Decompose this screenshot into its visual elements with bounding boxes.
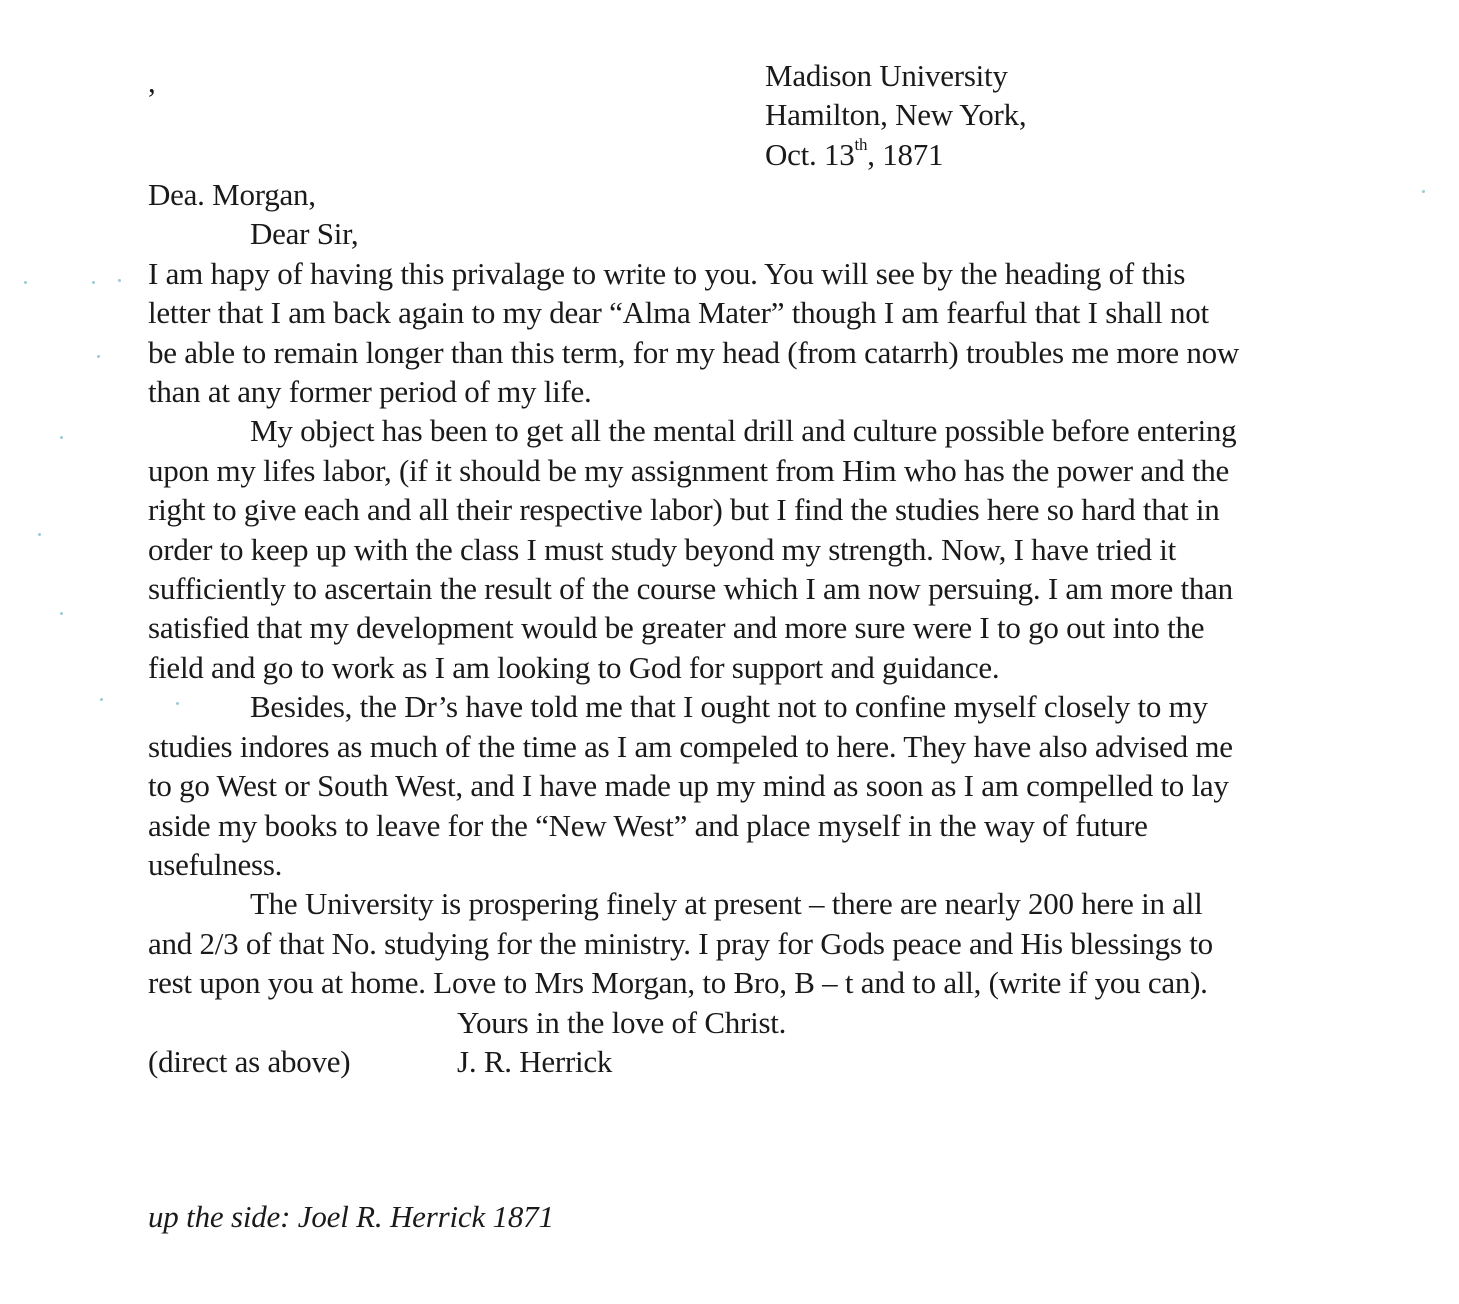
body-line: and 2/3 of that No. studying for the ministry. I pray for Gods peace and His blessings to xyxy=(148,925,1213,961)
stray-comma: , xyxy=(148,64,156,99)
body-line: to go West or South West, and I have made up my mind as soon as I am compelled to lay xyxy=(148,768,1229,804)
body-line: than at any former period of my life. xyxy=(148,374,592,410)
body-line: letter that I am back again to my dear “Alma Mater” though I am fearful that I shall not xyxy=(148,295,1209,331)
body-line: Besides, the Dr’s have told me that I ought not to confine myself closely to my xyxy=(250,689,1208,725)
body-line: order to keep up with the class I must study beyond my strength. Now, I have tried it xyxy=(148,531,1176,567)
scan-speck xyxy=(97,355,100,358)
scan-speck xyxy=(100,698,103,701)
salutation-greeting: Dear Sir, xyxy=(250,216,359,252)
body-line: right to give each and all their respective labor) but I find the studies here so hard that in xyxy=(148,492,1220,528)
scan-speck xyxy=(38,533,41,536)
heading-date-prefix: Oct. 13 xyxy=(765,136,855,172)
body-line: rest upon you at home. Love to Mrs Morgan, to Bro, B – t and to all, (write if you can). xyxy=(148,965,1208,1001)
letter-body xyxy=(148,175,1428,1081)
heading-date-suffix: , 1871 xyxy=(867,136,944,172)
letter-heading xyxy=(765,56,1026,174)
body-line: sufficiently to ascertain the result of the course which I am now persuing. I am more than xyxy=(148,571,1233,607)
body-lines xyxy=(148,254,1428,1003)
direction-note: (direct as above) xyxy=(148,1043,351,1079)
scan-speck xyxy=(92,281,95,284)
scan-speck xyxy=(24,281,27,284)
body-line: usefulness. xyxy=(148,846,283,882)
heading-date-sup: th xyxy=(854,135,868,155)
scan-speck xyxy=(1422,190,1425,193)
signature: J. R. Herrick xyxy=(457,1043,613,1079)
body-line: be able to remain longer than this term, for my head (from catarrh) troubles me more now xyxy=(148,334,1240,370)
scan-speck xyxy=(176,702,179,705)
heading-university: Madison University xyxy=(765,58,1008,93)
closing-signoff xyxy=(148,1042,1428,1081)
scan-speck xyxy=(118,279,121,282)
closing-valediction: Yours in the love of Christ. xyxy=(457,1004,787,1040)
salutation-addressee: Dea. Morgan, xyxy=(148,177,316,212)
body-line: The University is prospering finely at present – there are nearly 200 here in all xyxy=(250,886,1203,922)
body-line: studies indores as much of the time as I am compeled to here. They have also advised me xyxy=(148,728,1233,764)
scan-speck xyxy=(60,436,63,439)
heading-location: Hamilton, New York, xyxy=(765,97,1027,133)
body-line: satisfied that my development would be greater and more sure were I to go out into the xyxy=(148,610,1205,646)
body-line: I am hapy of having this privalage to write to you. You will see by the heading of this xyxy=(148,255,1186,291)
body-line: field and go to work as I am looking to God for support and guidance. xyxy=(148,649,1000,685)
heading-date xyxy=(765,135,1026,174)
body-line: aside my books to leave for the “New West” and place myself in the way of future xyxy=(148,807,1148,843)
side-note: up the side: Joel R. Herrick 1871 xyxy=(148,1199,554,1234)
body-line: My object has been to get all the mental drill and culture possible before entering xyxy=(250,413,1237,449)
body-line: upon my lifes labor, (if it should be my assignment from Him who has the power and the xyxy=(148,452,1230,488)
scan-speck xyxy=(60,612,63,615)
